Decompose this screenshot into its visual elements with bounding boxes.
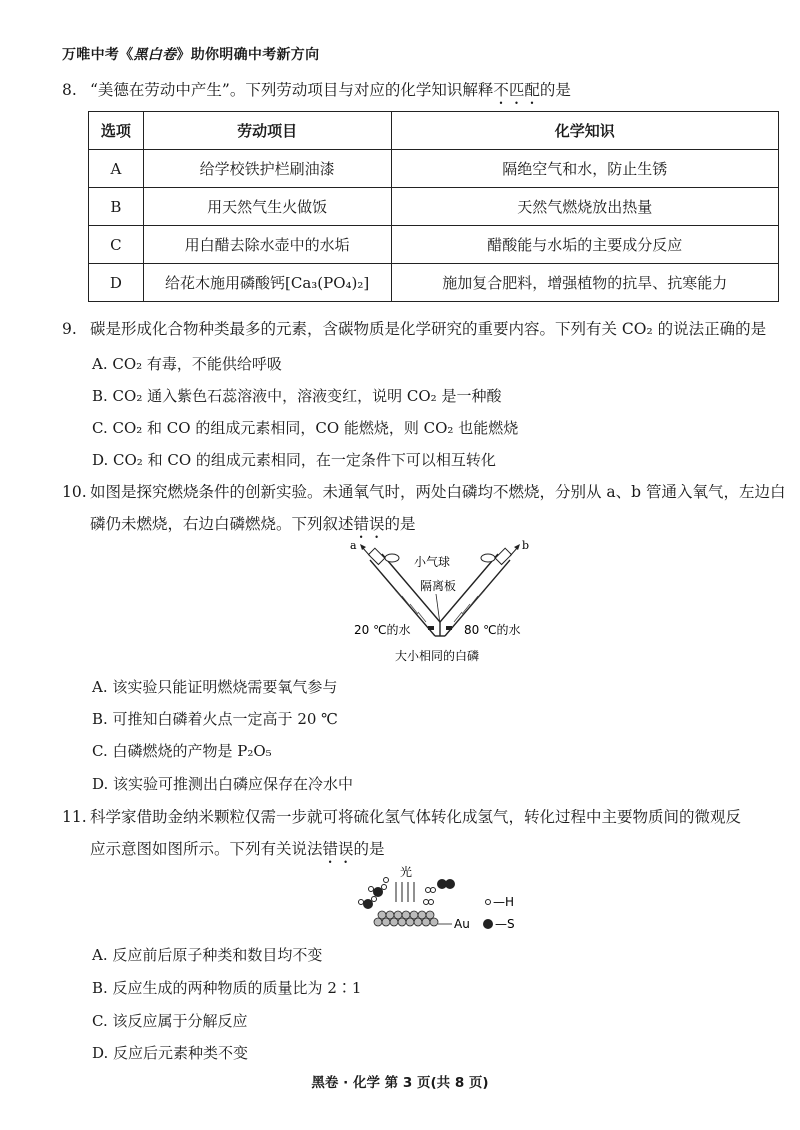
emphasis-text: 错误 [353, 515, 385, 533]
legend-h-icon [486, 900, 491, 905]
option-c: C. CO₂ 和 CO 的组成元素相同，CO 能燃烧，则 CO₂ 也能燃烧 [92, 419, 519, 437]
question-9-stem [62, 318, 766, 340]
stem-text: 磷仍未燃烧，右边白磷燃烧。下列叙述 [90, 515, 354, 533]
question-11-stem-line2 [90, 838, 385, 867]
option-b: B. 反应生成的两种物质的质量比为 2∶1 [92, 979, 362, 997]
table-cell: 给学校铁护栏刷油漆 [143, 150, 391, 188]
emphasis-text: 不匹配 [493, 81, 540, 99]
gold-nanoparticles [374, 911, 438, 926]
page-footer: 黑卷 · 化学 第 3 页(共 8 页) [311, 1075, 489, 1091]
stem-text-end: 的是 [539, 81, 571, 99]
white-phosphorus-left [428, 626, 434, 630]
table-cell: 给花木施用磷酸钙[Ca₃(PO₄)₂] [143, 264, 391, 302]
question-11-stem-line1 [62, 806, 741, 828]
table-cell: 施加复合肥料，增强植物的抗旱、抗寒能力 [391, 264, 778, 302]
option-b: B. CO₂ 通入紫色石蕊溶液中，溶液变红，说明 CO₂ 是一种酸 [92, 387, 502, 405]
table-row [89, 264, 779, 302]
product-molecules [424, 879, 456, 905]
table-cell: 隔绝空气和水，防止生锈 [391, 150, 778, 188]
option-a: A. 该实验只能证明燃烧需要氧气参与 [92, 678, 338, 696]
question-8-stem [62, 79, 571, 108]
option-d: D. 该实验可推测出白磷应保存在冷水中 [92, 775, 354, 793]
question-number: 11. [62, 808, 87, 826]
au-label: Au [454, 917, 470, 931]
legend-h: —H [493, 895, 515, 909]
option-c: C. 该反应属于分解反应 [92, 1012, 248, 1030]
left-balloon [385, 554, 399, 562]
table-row [89, 188, 779, 226]
option-d: D. CO₂ 和 CO 的组成元素相同，在一定条件下可以相互转化 [92, 451, 496, 469]
table-cell: C [89, 226, 144, 264]
table-cell: 天然气燃烧放出热量 [391, 188, 778, 226]
table-cell: 醋酸能与水垢的主要成分反应 [391, 226, 778, 264]
table-header: 选项 [89, 112, 144, 150]
option-c: C. 白磷燃烧的产物是 P₂O₅ [92, 742, 272, 760]
combustion-experiment-figure [340, 538, 540, 668]
table-header: 化学知识 [391, 112, 778, 150]
stem-text: 如图是探究燃烧条件的创新实验。未通氧气时，两处白磷均不燃烧，分别从 a、b 管通入氧气，左边白 [90, 483, 786, 501]
divider-label: 隔离板 [420, 579, 457, 593]
phosphorus-label: 大小相同的白磷 [395, 649, 480, 663]
right-water-label: 80 ℃的水 [464, 623, 521, 637]
right-balloon [481, 554, 495, 562]
emphasis-text: 错误 [322, 840, 354, 858]
page-header [62, 44, 319, 64]
option-d: D. 反应后元素种类不变 [92, 1044, 249, 1062]
stem-text: 应示意图如图所示。下列有关说法 [90, 840, 323, 858]
table-header-row [89, 112, 779, 150]
table-cell: B [89, 188, 144, 226]
question-number: 10. [62, 483, 87, 501]
stem-text-end: 的是 [384, 515, 416, 533]
stem-text-end: 的是 [353, 840, 385, 858]
label-a: a [350, 539, 357, 552]
header-brand: 黑白卷 [133, 47, 177, 63]
table-cell: D [89, 264, 144, 302]
question-10-stem-line1 [62, 481, 786, 503]
reaction-micro-figure [356, 862, 546, 934]
stem-text: “美德在劳动中产生”。下列劳动项目与对应的化学知识解释 [90, 81, 494, 99]
question-number: 9. [62, 320, 77, 338]
table-cell: A [89, 150, 144, 188]
stem-text: 科学家借助金纳米颗粒仅需一步就可将硫化氢气体转化成氢气，转化过程中主要物质间的微观反 [90, 808, 742, 826]
table-row [89, 150, 779, 188]
left-water-label: 20 ℃的水 [354, 623, 411, 637]
label-b: b [522, 539, 530, 552]
question-number: 8. [62, 81, 77, 99]
balloon-label: 小气球 [414, 555, 451, 569]
white-phosphorus-right [446, 626, 452, 630]
legend-s-icon [483, 919, 493, 929]
stem-text: 碳是形成化合物种类最多的元素，含碳物质是化学研究的重要内容。下列有关 CO₂ 的说法正确的是 [90, 320, 767, 338]
h2s-molecules [359, 878, 389, 910]
legend-s: —S [495, 917, 515, 931]
option-a: A. CO₂ 有毒，不能供给呼吸 [92, 355, 282, 373]
table-header: 劳动项目 [143, 112, 391, 150]
option-b: B. 可推知白磷着火点一定高于 20 ℃ [92, 710, 338, 728]
header-prefix: 万唯中考《 [62, 47, 134, 63]
option-a: A. 反应前后原子种类和数目均不变 [92, 946, 323, 964]
labor-table [88, 111, 779, 302]
table-row [89, 226, 779, 264]
table-cell: 用白醋去除水壶中的水垢 [143, 226, 391, 264]
header-suffix: 》助你明确中考新方向 [176, 47, 320, 63]
light-label: 光 [400, 865, 413, 879]
table-cell: 用天然气生火做饭 [143, 188, 391, 226]
